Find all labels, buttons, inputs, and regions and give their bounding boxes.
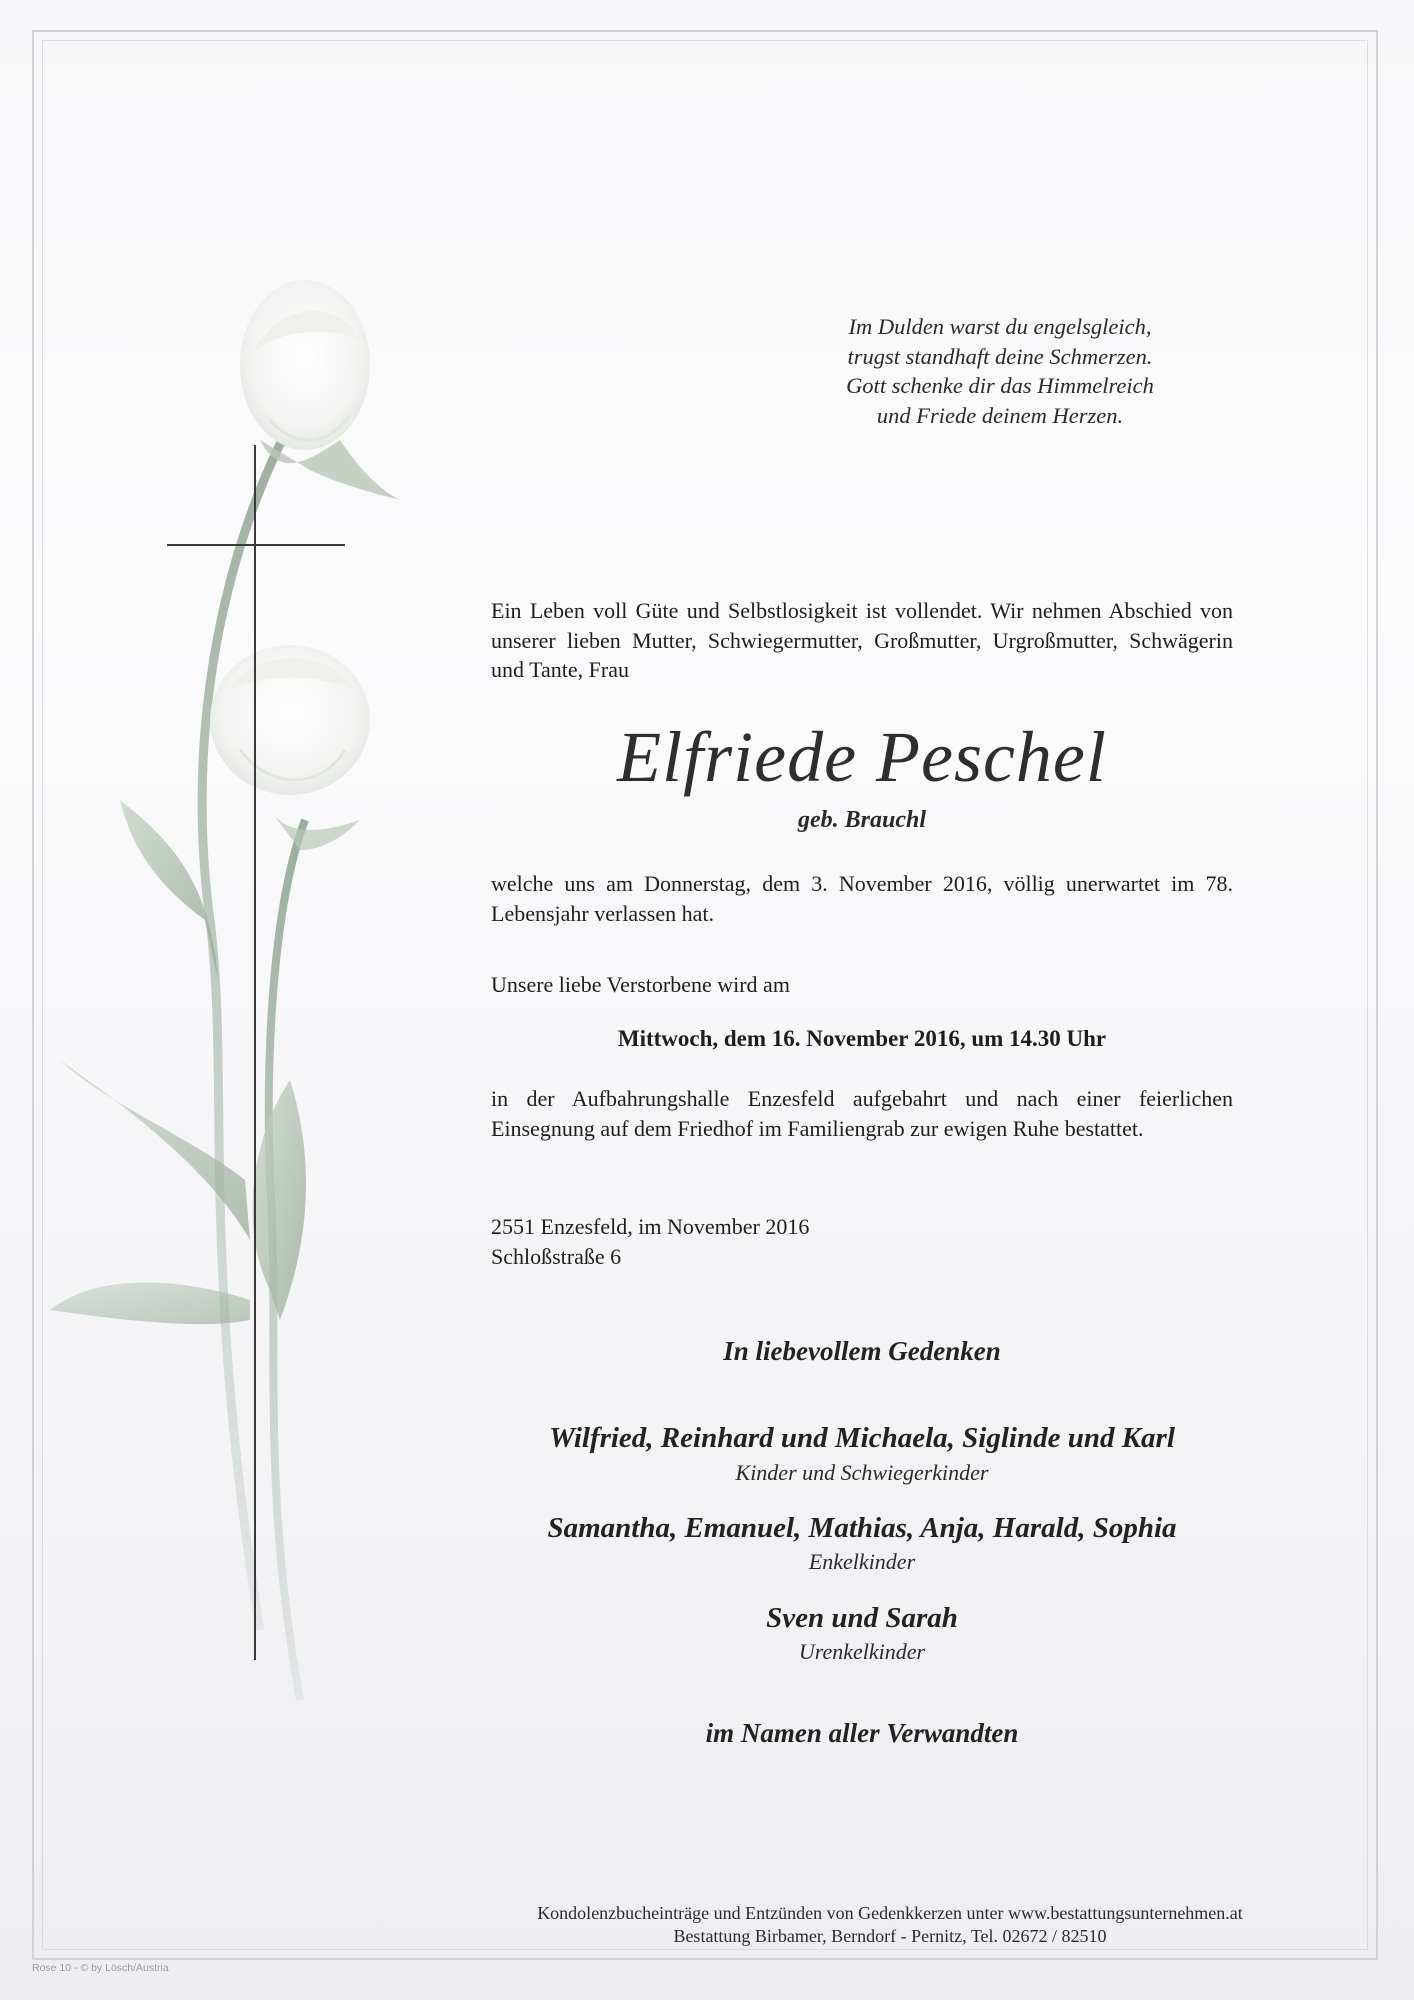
funeral-date-time: Mittwoch, dem 16. November 2016, um 14.30 Uhr: [617, 1026, 1107, 1051]
poem-line: Im Dulden warst du engelsgleich,: [848, 314, 1152, 339]
street-address: Schloßstraße 6: [491, 1244, 622, 1269]
mourners-heading: In liebevollem Gedenken: [723, 1336, 1001, 1366]
footer-undertaker-line: Bestattung Birbamer, Berndorf - Pernitz, Tel. 02672 / 82510: [673, 1926, 1107, 1946]
place-date-line: 2551 Enzesfeld, im November 2016: [491, 1214, 810, 1239]
death-notice-paragraph: welche uns am Donnerstag, dem 3. November 2016, völlig unerwartet im 78. Lebensjahr verlassen hat.: [491, 871, 1233, 926]
rose-leaf: [253, 1080, 306, 1320]
poem-line: trugst standhaft deine Schmerzen.: [847, 343, 1153, 369]
deceased-name: Elfriede Peschel: [617, 717, 1107, 797]
mourner-group-role: Kinder und Schwiegerkinder: [735, 1460, 989, 1485]
mourner-group-role: Enkelkinder: [808, 1549, 916, 1574]
intro-paragraph: Ein Leben voll Güte und Selbstlosigkeit ist vollendet. Wir nehmen Abschied von unserer lieben Mutter, Schwiegermutter, Großmutter, Urgroßmutter, Schwägerin und Tante, Frau: [491, 598, 1233, 682]
image-credit: Rose 10 - © by Lösch/Austria: [32, 1962, 169, 1974]
birth-name: geb. Brauchl: [797, 807, 926, 833]
rose-stem: [202, 390, 310, 1630]
mourner-group-names: Sven und Sarah: [766, 1602, 958, 1634]
footer-condolence-line: Kondolenzbucheinträge und Entzünden von Gedenkkerzen unter www.bestattungsunternehmen.at: [537, 1903, 1243, 1923]
mourner-group-names: Wilfried, Reinhard und Michaela, Siglinde und Karl: [549, 1422, 1175, 1454]
poem-line: Gott schenke dir das Himmelreich: [846, 373, 1154, 398]
white-rose-illustration: [40, 280, 420, 1780]
mourner-group-names: Samantha, Emanuel, Mathias, Anja, Harald, Sophia: [547, 1512, 1177, 1544]
memorial-poem: [800, 312, 1200, 430]
funeral-lead-text: Unsere liebe Verstorbene wird am: [491, 972, 790, 997]
rose-bloom-top: [240, 280, 370, 450]
poem-line: und Friede deinem Herzen.: [876, 402, 1124, 428]
mourners-closing: im Namen aller Verwandten: [705, 1718, 1019, 1748]
mourner-group-role: Urenkelkinder: [798, 1639, 926, 1664]
funeral-details-paragraph: in der Aufbahrungshalle Enzesfeld aufgebahrt und nach einer feierlichen Einsegnung auf dem Friedhof im Familiengrab zur ewigen Ruhe bestattet.: [491, 1086, 1233, 1141]
rose-sepal: [270, 810, 360, 850]
